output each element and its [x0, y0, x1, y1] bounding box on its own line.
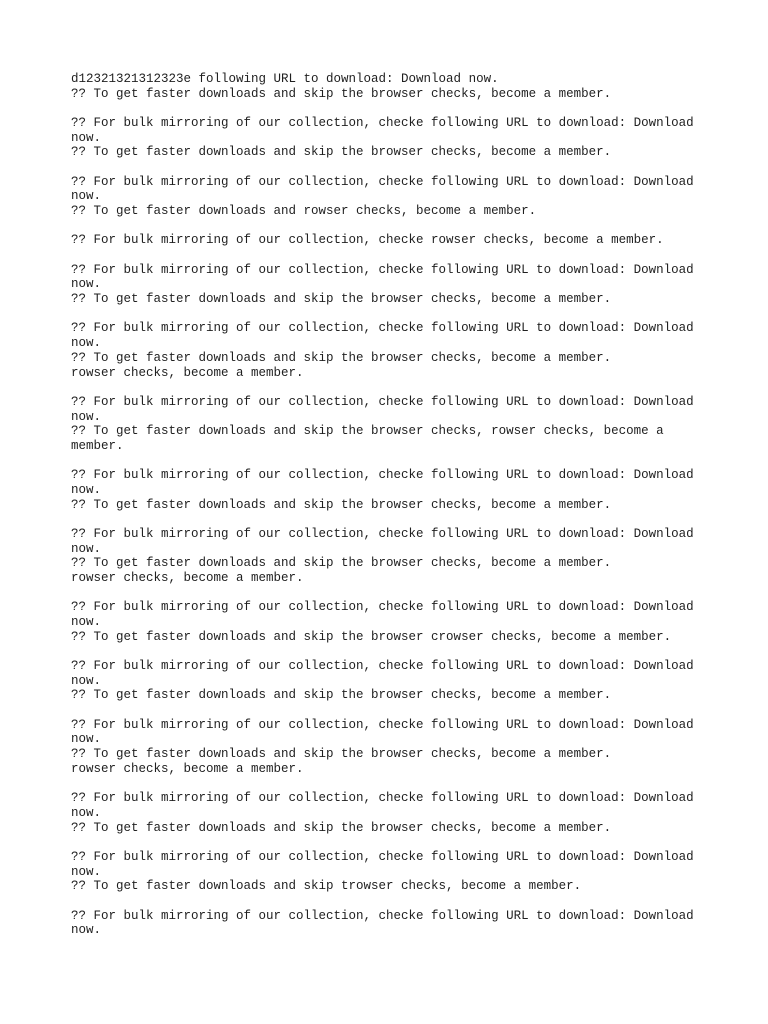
text-paragraph — [71, 791, 711, 835]
document-body — [71, 72, 711, 953]
text-line: ?? For bulk mirroring of our collection, checke rowser checks, become a member. — [71, 233, 664, 248]
text-line: ?? For bulk mirroring of our collection, checke following URL to download: Download now. — [71, 174, 702, 204]
text-paragraph — [71, 233, 711, 248]
text-paragraph — [71, 395, 711, 454]
text-line: ?? For bulk mirroring of our collection, checke following URL to download: Download now. — [71, 526, 702, 556]
text-line: ?? For bulk mirroring of our collection, checke following URL to download: Download now. — [71, 321, 702, 351]
text-line: ?? To get faster downloads and skip the browser checks, become a member. — [71, 497, 612, 512]
text-line: ?? To get faster downloads and skip the browser checks, become a member. — [71, 145, 612, 160]
text-paragraph — [71, 263, 711, 307]
text-line: ?? For bulk mirroring of our collection, checke following URL to download: Download now. — [71, 717, 702, 747]
text-paragraph — [71, 659, 711, 703]
text-line: rowser checks, become a member. — [71, 365, 304, 380]
text-line: ?? To get faster downloads and skip the browser checks, become a member. — [71, 820, 612, 835]
text-line: ?? For bulk mirroring of our collection, checke following URL to download: Download now. — [71, 600, 702, 630]
text-paragraph — [71, 72, 711, 101]
text-line: ?? For bulk mirroring of our collection, checke following URL to download: Download now. — [71, 394, 702, 424]
text-paragraph — [71, 909, 711, 938]
text-line: ?? For bulk mirroring of our collection, checke following URL to download: Download now. — [71, 262, 702, 292]
text-line: ?? To get faster downloads and skip the browser checks, become a member. — [71, 556, 612, 571]
text-paragraph — [71, 116, 711, 160]
text-line: ?? To get faster downloads and skip the browser checks, become a member. — [71, 747, 612, 762]
text-line: d12321321312323e following URL to download: Download now. — [71, 72, 499, 86]
text-line: rowser checks, become a member. — [71, 761, 304, 776]
text-line: ?? To get faster downloads and skip the browser checks, become a member. — [71, 86, 612, 101]
text-line: ?? To get faster downloads and skip the browser checks, rowser checks, become a member. — [71, 424, 672, 453]
text-paragraph — [71, 850, 711, 894]
text-line: rowser checks, become a member. — [71, 571, 304, 586]
text-line: ?? To get faster downloads and skip the browser checks, become a member. — [71, 292, 612, 307]
text-line: ?? For bulk mirroring of our collection, checke following URL to download: Download now. — [71, 908, 702, 938]
text-line: ?? For bulk mirroring of our collection, checke following URL to download: Download now. — [71, 116, 702, 145]
text-line: ?? To get faster downloads and rowser checks, become a member. — [71, 204, 537, 219]
text-paragraph — [71, 175, 711, 219]
text-paragraph — [71, 321, 711, 380]
text-line: ?? For bulk mirroring of our collection, checke following URL to download: Download now. — [71, 468, 702, 497]
text-paragraph — [71, 527, 711, 586]
text-line: ?? For bulk mirroring of our collection, checke following URL to download: Download now. — [71, 659, 702, 688]
text-paragraph — [71, 468, 711, 512]
text-line: ?? To get faster downloads and skip the browser checks, become a member. — [71, 688, 612, 703]
text-paragraph — [71, 718, 711, 777]
text-line: ?? To get faster downloads and skip the browser checks, become a member. — [71, 350, 612, 365]
text-line: ?? To get faster downloads and skip the browser crowser checks, become a member. — [71, 629, 672, 644]
text-line: ?? For bulk mirroring of our collection, checke following URL to download: Download now. — [71, 791, 702, 820]
text-line: ?? For bulk mirroring of our collection, checke following URL to download: Download now. — [71, 849, 702, 879]
text-paragraph — [71, 600, 711, 644]
text-line: ?? To get faster downloads and skip trowser checks, become a member. — [71, 879, 582, 894]
